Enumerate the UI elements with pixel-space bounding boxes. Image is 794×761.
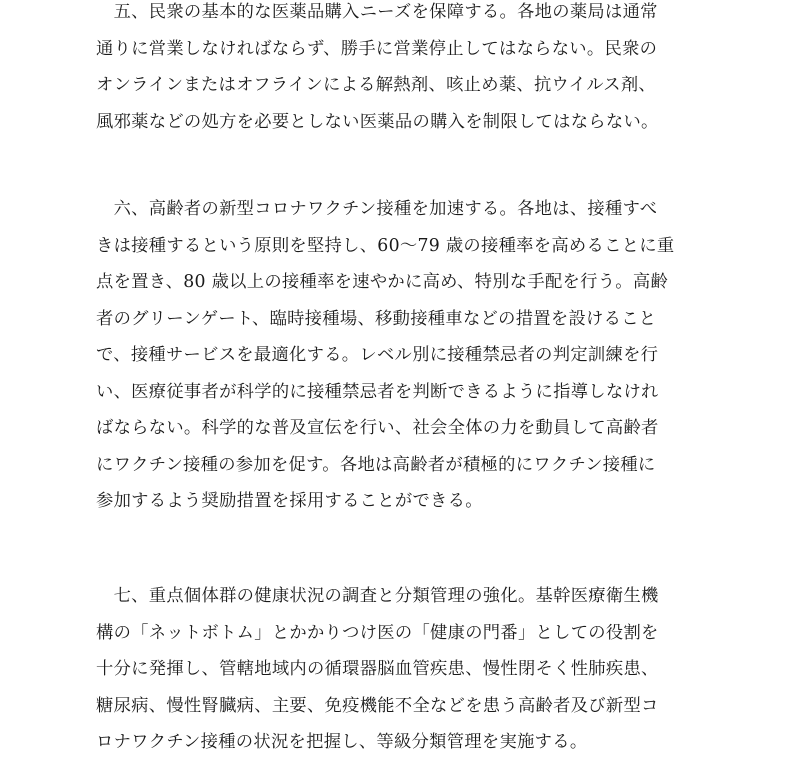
- paragraph-line: 風邪薬などの処方を必要としない医薬品の購入を制限してはならない。: [96, 111, 659, 132]
- paragraph-6: [96, 191, 696, 520]
- paragraph-line: 七、重点個体群の健康状況の調査と分類管理の強化。基幹医療衛生機: [96, 586, 659, 606]
- paragraph-line: 点を置き、80 歳以上の接種率を速やかに高め、特別な手配を行う。高齢: [96, 272, 669, 292]
- paragraph-line: 者のグリーンゲート、臨時接種場、移動接種車などの措置を設けること: [96, 308, 657, 329]
- paragraph-line: 通りに営業しなければならず、勝手に営業停止してはならない。民衆の: [96, 38, 658, 59]
- paragraph-line: 五、民衆の基本的な医薬品購入ニーズを保障する。各地の薬局は通常: [96, 2, 658, 22]
- paragraph-line: 糖尿病、慢性腎臓病、主要、免疫機能不全などを患う高齢者及び新型コ: [96, 695, 659, 716]
- paragraph-line: で、接種サービスを最適化する。レベル別に接種禁忌者の判定訓練を行: [96, 345, 659, 365]
- paragraph-line: ばならない。科学的な普及宣伝を行い、社会全体の力を動員して高齢者: [96, 418, 659, 438]
- paragraph-line: い、医療従事者が科学的に接種禁忌者を判断できるように指導しなけれ: [96, 381, 659, 402]
- paragraph-7: [96, 578, 696, 761]
- paragraph-line: にワクチン接種の参加を促す。各地は高齢者が積極的にワクチン接種に: [96, 454, 656, 475]
- paragraph-line: 六、高齢者の新型コロナワクチン接種を加速する。各地は、接種すべ: [96, 199, 658, 219]
- paragraph-line: きは接種するという原則を堅持し、60～79 歳の接種率を高めることに重: [96, 235, 675, 256]
- paragraph-line: ロナワクチン接種の状況を把握し、等級分類管理を実施する。: [96, 732, 588, 752]
- paragraph-line: 参加するよう奨励措置を採用することができる。: [96, 491, 483, 511]
- paragraph-line: 十分に発揮し、管轄地域内の循環器脳血管疾患、慢性閉そく性肺疾患、: [96, 659, 659, 679]
- paragraph-line: オンラインまたはオフラインによる解熱剤、咳止め薬、抗ウイルス剤、: [96, 75, 657, 95]
- paragraph-5: [96, 0, 696, 140]
- paragraph-line: 構の「ネットボトム」とかかりつけ医の「健康の門番」としての役割を: [96, 622, 659, 643]
